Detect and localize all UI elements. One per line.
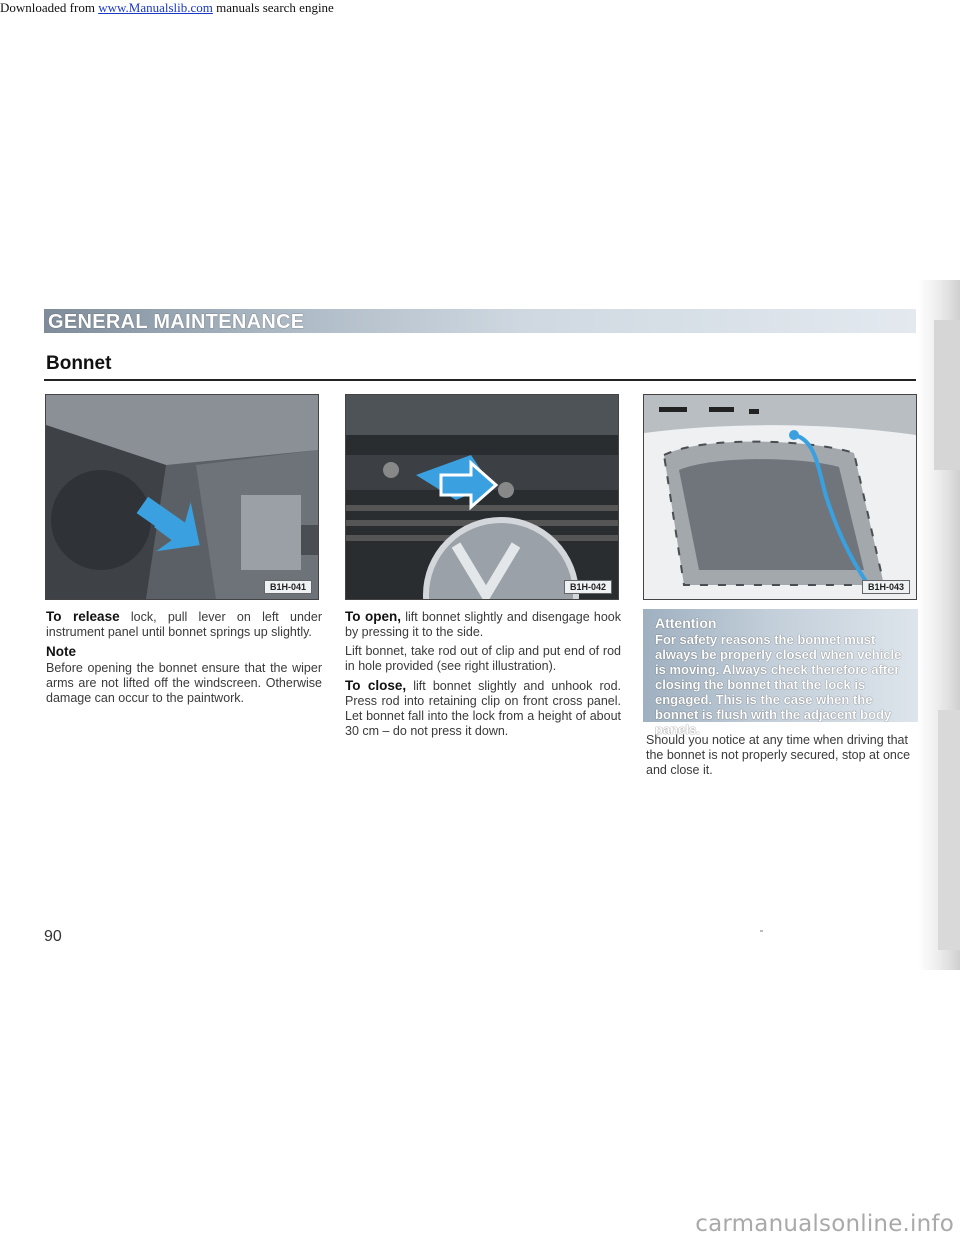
page-edge-shadow	[918, 280, 960, 970]
figure-release-lever	[45, 394, 319, 600]
download-banner	[0, 0, 334, 16]
page-edge-tab	[938, 710, 960, 950]
download-prefix: Downloaded from	[0, 0, 99, 15]
attention-title: Attention	[655, 615, 717, 631]
close-text: lift bonnet slightly and unhook rod. Press rod into retaining clip on front cross panel. Let bonnet fall into the lock from a height of about 30 cm – do not press it down.	[345, 679, 622, 738]
attention-body: For safety reasons the bonnet must always be properly closed when vehicle is moving. Always check therefore after closing the bonnet that the lock is engaged. This is the case when the bonnet is flush with the adjacent body panels.	[655, 632, 902, 737]
scan-mark	[760, 930, 763, 932]
download-suffix: manuals search engine	[212, 0, 334, 15]
attention-box	[643, 609, 921, 737]
close-lead: To close,	[345, 678, 407, 693]
release-paragraph	[46, 609, 322, 640]
close-paragraph	[345, 678, 621, 739]
release-lever-illustration	[46, 395, 318, 599]
column-open-close	[345, 609, 621, 743]
after-note: Should you notice at any time when driving that the bonnet is not properly secured, stop at once and close it.	[646, 733, 911, 777]
section-title: GENERAL MAINTENANCE	[48, 311, 305, 333]
page-number: 90	[44, 928, 62, 945]
bonnet-rod-illustration	[644, 395, 916, 599]
note-heading: Note	[46, 644, 76, 659]
figure-bonnet-rod	[643, 394, 917, 600]
open-paragraph	[345, 609, 621, 640]
open-lead: To open,	[345, 609, 401, 624]
release-text: lock, pull lever on left under instrument panel until bonnet springs up slightly.	[46, 610, 323, 639]
rod-paragraph: Lift bonnet, take rod out of clip and put end of rod in hole provided (see right illustration).	[345, 644, 621, 673]
page-heading: Bonnet	[46, 353, 112, 374]
figure-code: B1H-041	[264, 580, 312, 594]
watermark: carmanualsonline.info	[695, 1211, 954, 1237]
release-lead: To release	[46, 609, 120, 624]
heading-rule	[44, 379, 916, 381]
page-edge-tab	[934, 320, 960, 470]
bonnet-hook-illustration	[346, 395, 618, 599]
figure-code: B1H-043	[862, 580, 910, 594]
figure-bonnet-hook	[345, 394, 619, 600]
manualslib-link[interactable]: www.Manualslib.com	[98, 0, 213, 15]
column-release	[46, 609, 322, 710]
note-text: Before opening the bonnet ensure that the wiper arms are not lifted off the windscreen. Otherwise damage can occur to the paintwork.	[46, 661, 322, 705]
open-text: lift bonnet slightly and disengage hook by pressing it to the side.	[345, 610, 621, 639]
figure-code: B1H-042	[564, 580, 612, 594]
